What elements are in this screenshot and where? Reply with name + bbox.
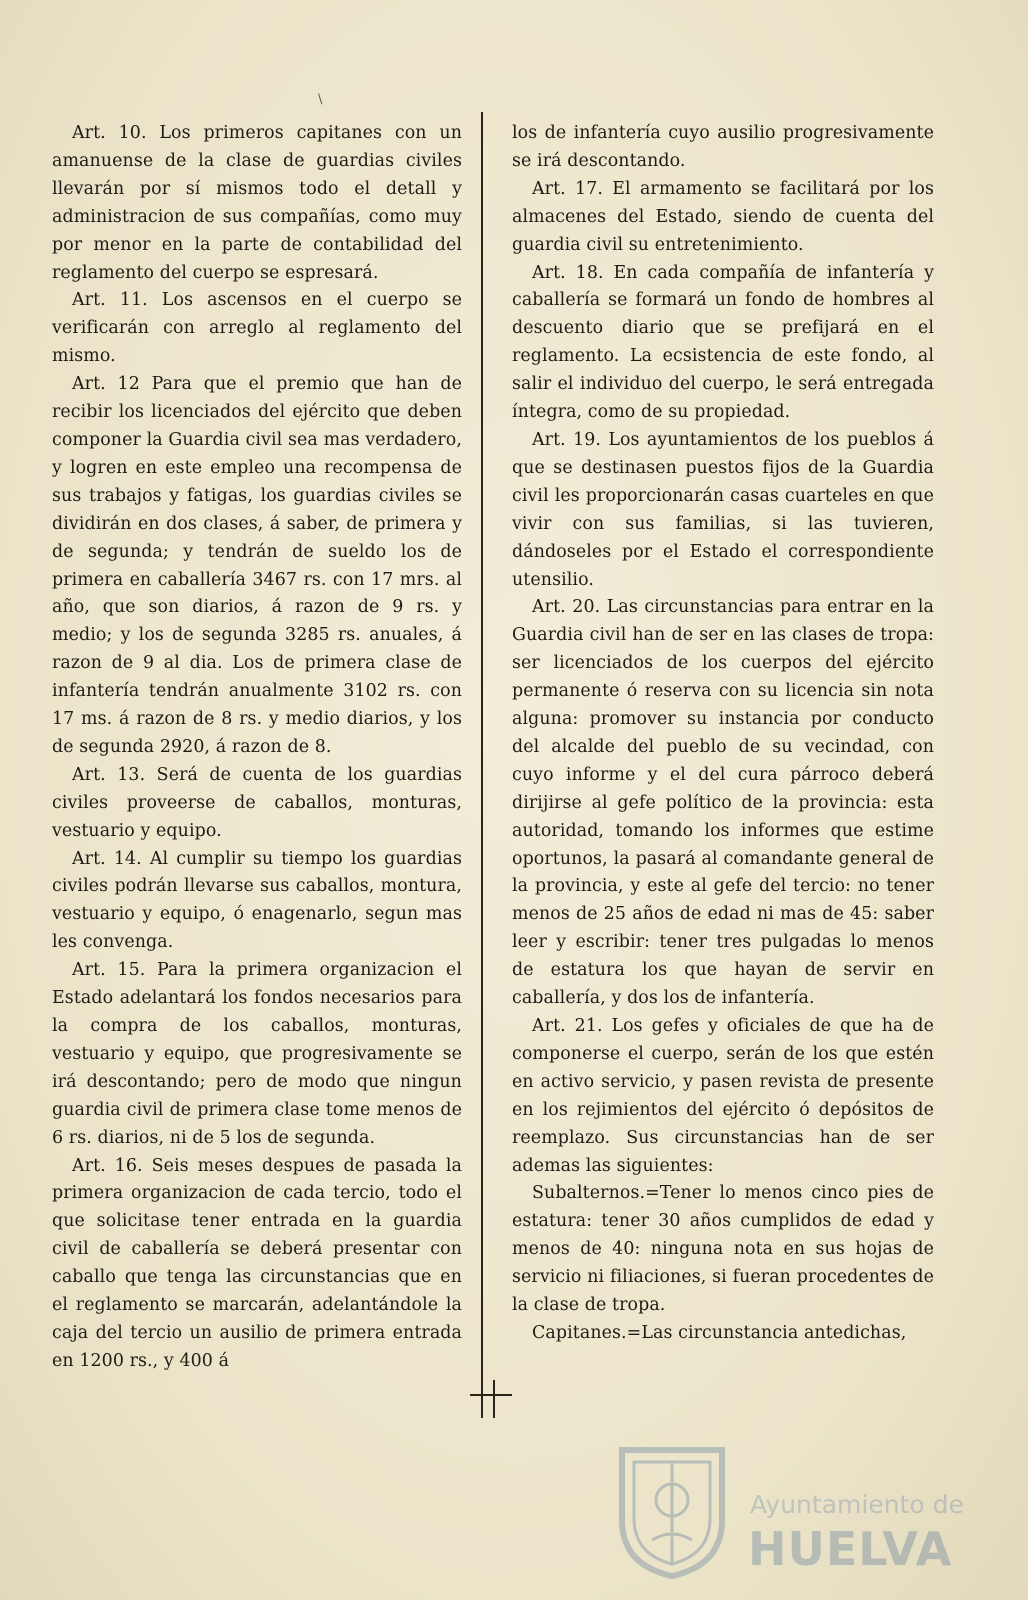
- article-13: Art. 13. Será de cuenta de los guardias civiles proveerse de caballos, monturas, vestuario y equipo.: [52, 764, 462, 841]
- divider-tick: [493, 1380, 495, 1418]
- subalternos-requirements: Subalternos.=Tener lo menos cinco pies de estatura: tener 30 años cumplidos de edad y menos de 40: ninguna nota en sus hojas de servicio ni filiaciones, si fueran procedentes de la clase de tropa.: [512, 1183, 934, 1316]
- right-column: [512, 120, 934, 1348]
- watermark-line2: HUELVA: [748, 1522, 953, 1576]
- article-21: Art. 21. Los gefes y oficiales de que ha de componerse el cuerpo, serán de los que estén en activo servicio, y pasen revista de presente en los rejimientos del ejército ó depósitos de reemplazo. Sus circunstancias han de ser ademas las siguientes:: [512, 1016, 934, 1176]
- article-17: Art. 17. El armamento se facilitará por los almacenes del Estado, siendo de cuenta del guardia civil su entretenimiento.: [512, 178, 934, 255]
- left-column: [52, 120, 462, 1376]
- column-divider: [481, 112, 483, 1418]
- article-16: Art. 16. Seis meses despues de pasada la primera organizacion de cada tercio, todo el que solicitase tener entrada en la guardia civil de caballería se deberá presentar con caballo que tenga las circunstancias que en el reglamento se marcarán, adelantándole la caja del tercio un ausilio de primera entrada en 1200 rs., y 400 á: [52, 1155, 462, 1371]
- watermark: [612, 1440, 964, 1580]
- shield-icon: [612, 1440, 732, 1580]
- capitanes-requirements: Capitanes.=Las circunstancia antedichas,: [532, 1322, 907, 1343]
- article-16-continuation: los de infantería cuyo ausilio progresivamente se irá descontando.: [512, 123, 934, 171]
- article-15: Art. 15. Para la primera organizacion el Estado adelantará los fondos necesarios para la compra de los caballos, monturas, vestuario y equipo, que progresivamente se irá descontando; pero de modo que ningun guardia civil de primera clase tome menos de 6 rs. diarios, ni de 5 los de segunda.: [52, 960, 462, 1148]
- article-10: Art. 10. Los primeros capitanes con un amanuense de la clase de guardias civiles llevarán por sí mismos todo el detall y administracion de sus compañías, como muy por menor en la parte de contabilidad del reglamento del cuerpo se espresará.: [52, 123, 462, 283]
- divider-foot-rule: [470, 1394, 512, 1396]
- watermark-line1: Ayuntamiento de: [750, 1490, 964, 1519]
- article-19: Art. 19. Los ayuntamientos de los pueblos á que se destinasen puestos fijos de la Guardia civil les proporcionarán casas cuarteles en que vivir con sus familias, si las tuvieren, dándoseles por el Estado el correspondiente utensilio.: [512, 429, 934, 590]
- article-18: Art. 18. En cada compañía de infantería y caballería se formará un fondo de hombres al descuento diario que se prefijará en el reglamento. La ecsistencia de este fondo, al salir el individuo del cuerpo, le será entregada íntegra, como de su propiedad.: [512, 262, 934, 423]
- article-20: Art. 20. Las circunstancias para entrar en la Guardia civil han de ser en las clases de tropa: ser licenciados de los cuerpos del ejército permanente ó reserva con su licencia sin nota alguna: promover su instancia por conducto del alcalde del pueblo de su vecindad, con cuyo informe y el del cura párroco deberá dirijirse al gefe político de la provincia: esta autoridad, tomando los informes que estime oportunos, la pasará al comandante general de la provincia, y este al gefe del tercio: no tener menos de 25 años de edad ni mas de 45: saber leer y escribir: tener tres pulgadas lo menos de estatura los que hayan de servir en caballería, y dos los de infantería.: [512, 597, 934, 1009]
- top-mark: \: [318, 92, 323, 107]
- article-12: Art. 12 Para que el premio que han de recibir los licenciados del ejército que deben componer la Guardia civil sea mas verdadero, y logren en este empleo una recompensa de sus trabajos y fatigas, los guardias civiles se dividirán en dos clases, á saber, de primera y de segunda; y tendrán de sueldo los de primera en caballería 3467 rs. con 17 mrs. al año, que son diarios, á razon de 9 rs. y medio; y los de segunda 3285 rs. anuales, á razon de 9 al dia. Los de primera clase de infantería tendrán anualmente 3102 rs. con 17 ms. á razon de 8 rs. y medio diarios, y los de segunda 2920, á razon de 8.: [52, 374, 462, 757]
- article-14: Art. 14. Al cumplir su tiempo los guardias civiles podrán llevarse sus caballos, montura, vestuario y equipo, ó enagenarlo, segun mas les convenga.: [52, 848, 462, 953]
- article-11: Art. 11. Los ascensos en el cuerpo se verificarán con arreglo al reglamento del mismo.: [52, 290, 462, 367]
